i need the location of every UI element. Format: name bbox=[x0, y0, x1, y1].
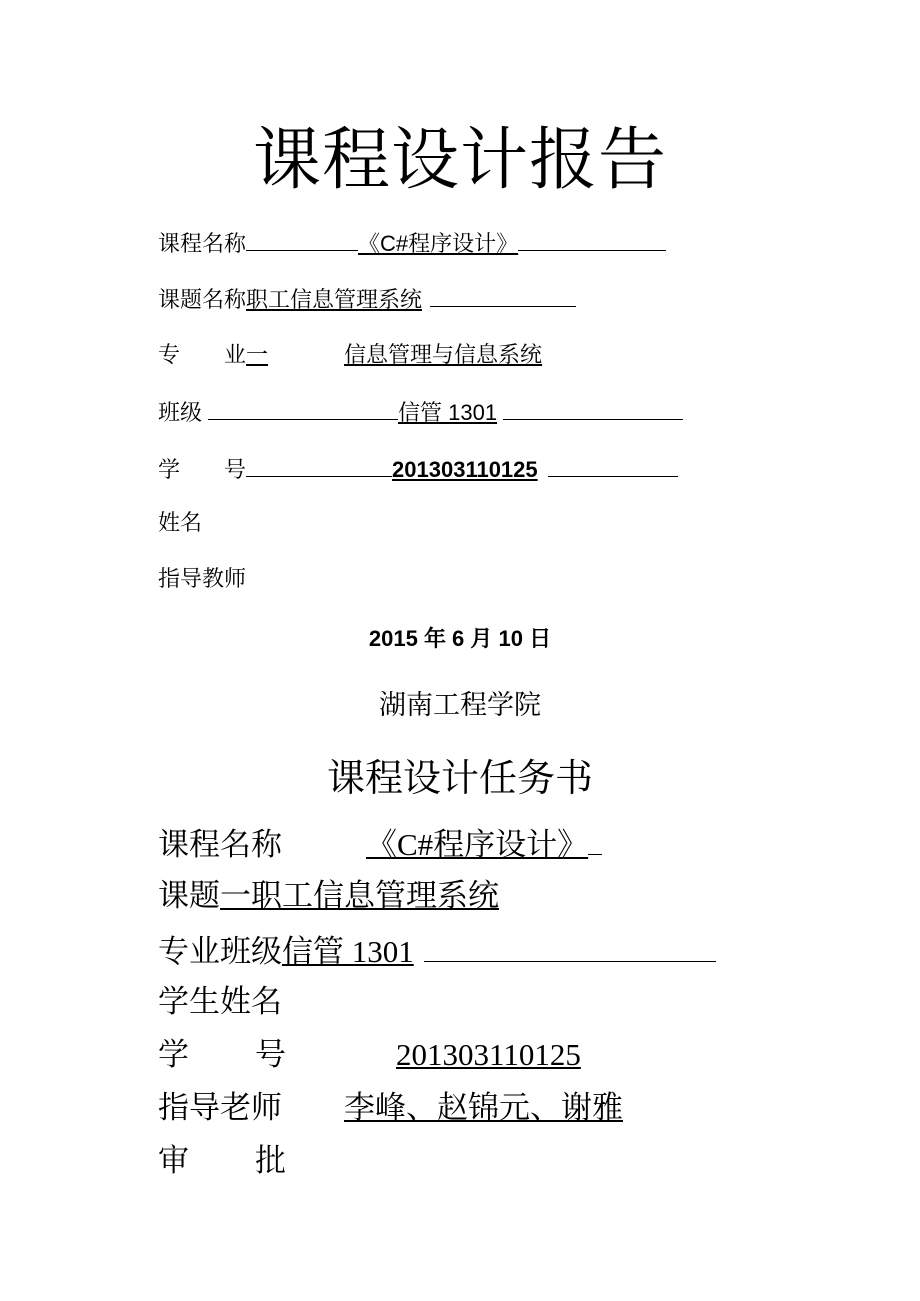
id-label: 号 bbox=[224, 457, 247, 482]
task-course-row bbox=[158, 822, 602, 865]
id-label: 号 bbox=[255, 1037, 286, 1072]
major-dash: 一 bbox=[246, 342, 269, 367]
teacher-value: 李峰、赵锦元、谢雅 bbox=[344, 1090, 623, 1125]
report-topic-row bbox=[158, 282, 576, 315]
id-value: 201303110125 bbox=[396, 1037, 581, 1072]
course-value: 《C#程序设计》 bbox=[358, 231, 519, 256]
major-label: 业 bbox=[224, 342, 247, 367]
course-label: 课程名称 bbox=[158, 827, 282, 862]
topic-label: 课题名称 bbox=[158, 287, 247, 312]
approve-label: 批 bbox=[255, 1143, 286, 1178]
blank-line bbox=[424, 929, 716, 962]
teacher-label: 指导老师 bbox=[158, 1090, 282, 1125]
course-label: 课程名称 bbox=[158, 231, 247, 256]
school-name: 湖南工程学院 bbox=[379, 690, 541, 720]
task-teacher-row bbox=[158, 1088, 623, 1128]
blank-line bbox=[518, 226, 666, 251]
blank-line bbox=[246, 452, 392, 477]
class-value: 信管 1301 bbox=[282, 934, 414, 969]
report-date: 2015 年 6 月 10 日 bbox=[368, 626, 552, 651]
student-label: 学生姓名 bbox=[158, 984, 282, 1019]
report-major-row bbox=[158, 338, 542, 370]
topic-label: 课题 bbox=[158, 878, 220, 913]
report-teacher-row bbox=[158, 564, 246, 594]
class-value: 信管 1301 bbox=[398, 400, 498, 425]
report-class-row bbox=[158, 395, 683, 428]
teacher-label: 指导教师 bbox=[158, 566, 247, 591]
major-label: 专 bbox=[158, 342, 181, 367]
name-label: 姓名 bbox=[158, 510, 203, 535]
task-title: 课程设计任务书 bbox=[326, 758, 593, 800]
major-value: 信息管理与信息系统 bbox=[344, 342, 543, 367]
class-label: 班级 bbox=[158, 400, 203, 425]
blank-line bbox=[430, 282, 576, 307]
blank-line bbox=[503, 395, 683, 420]
id-label: 学 bbox=[158, 1037, 189, 1072]
report-title: 课程设计报告 bbox=[252, 122, 667, 198]
blank-line bbox=[208, 395, 398, 420]
blank-line bbox=[588, 822, 602, 855]
approve-label: 审 bbox=[158, 1143, 189, 1178]
report-name-row bbox=[158, 508, 202, 538]
blank-line bbox=[246, 226, 358, 251]
topic-value: 一职工信息管理系统 bbox=[220, 878, 499, 913]
topic-value: 职工信息管理系统 bbox=[246, 287, 423, 312]
task-topic-row bbox=[158, 876, 499, 916]
task-approve-row bbox=[158, 1141, 286, 1181]
task-student-row bbox=[158, 982, 282, 1022]
id-value: 201303110125 bbox=[392, 457, 538, 482]
task-id-row bbox=[158, 1035, 581, 1075]
report-course-row bbox=[158, 226, 666, 259]
course-value: 《C#程序设计》 bbox=[366, 827, 589, 862]
blank-line bbox=[548, 452, 678, 477]
class-label: 专业班级 bbox=[158, 934, 282, 969]
blank-line bbox=[268, 338, 344, 362]
report-id-row bbox=[158, 452, 678, 485]
id-label: 学 bbox=[158, 457, 181, 482]
task-class-row bbox=[158, 929, 716, 972]
